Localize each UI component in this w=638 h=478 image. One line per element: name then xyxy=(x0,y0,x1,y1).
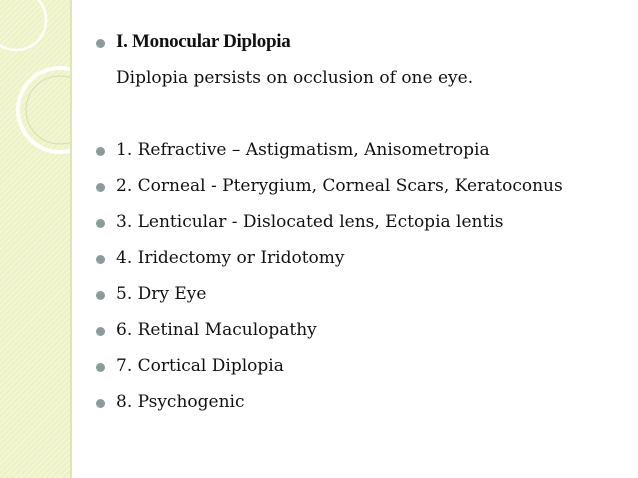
bullet-icon xyxy=(96,327,105,336)
bullet-icon xyxy=(96,399,105,408)
list-item-text: 5. Dry Eye xyxy=(116,284,207,304)
bullet-icon xyxy=(96,39,105,48)
list-item-text: 8. Psychogenic xyxy=(116,392,245,412)
decorative-sidebar xyxy=(0,0,70,478)
bullet-icon xyxy=(96,183,105,192)
bullet-icon xyxy=(96,363,105,372)
slide-heading: I. Monocular Diplopia xyxy=(116,31,291,52)
list-item-text: 2. Corneal - Pterygium, Corneal Scars, Keratoconus xyxy=(116,176,563,196)
list-item-text: 4. Iridectomy or Iridotomy xyxy=(116,248,345,268)
slide-subtitle: Diplopia persists on occlusion of one eye. xyxy=(116,68,474,88)
bullet-icon xyxy=(96,255,105,264)
decorative-circles xyxy=(0,0,70,478)
bullet-icon xyxy=(96,291,105,300)
list-item-text: 3. Lenticular - Dislocated lens, Ectopia lentis xyxy=(116,212,504,232)
sidebar-divider xyxy=(70,0,72,478)
bullet-icon xyxy=(96,147,105,156)
list-item-text: 7. Cortical Diplopia xyxy=(116,356,284,376)
list-item-text: 6. Retinal Maculopathy xyxy=(116,320,317,340)
list-item-text: 1. Refractive – Astigmatism, Anisometropia xyxy=(116,140,490,160)
bullet-icon xyxy=(96,219,105,228)
